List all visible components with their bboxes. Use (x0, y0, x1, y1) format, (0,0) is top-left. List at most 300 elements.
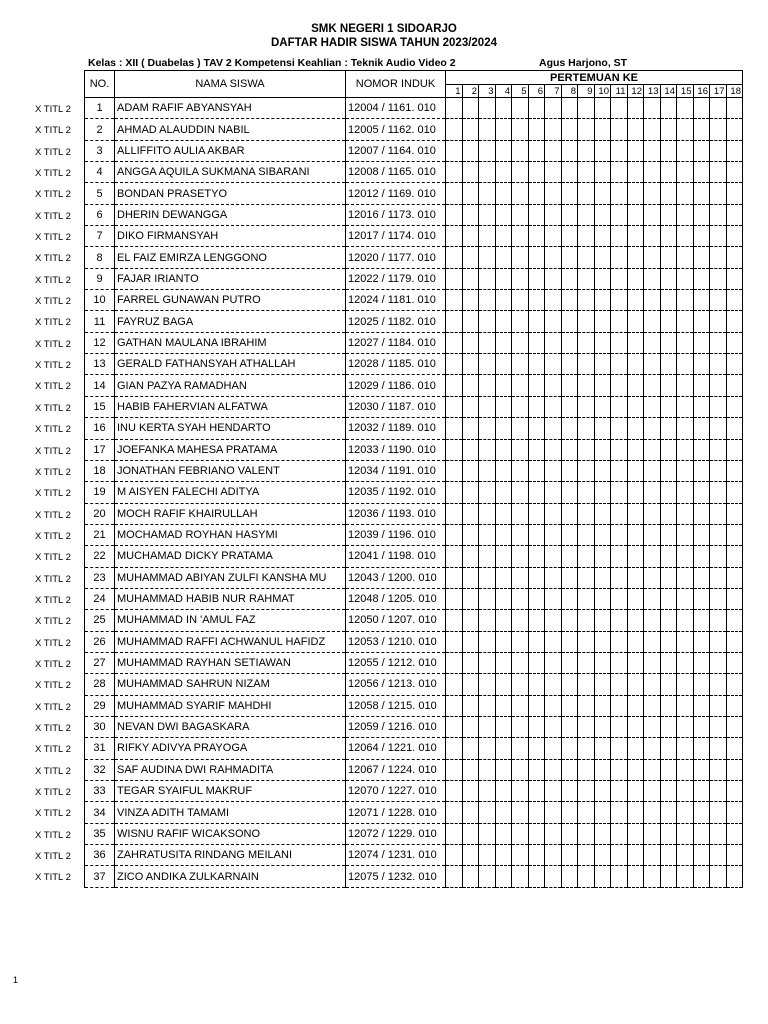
meeting-number: 10 (594, 85, 611, 98)
attendance-cell (677, 460, 694, 481)
student-number: 28 (85, 674, 115, 695)
attendance-cell (512, 823, 529, 844)
attendance-cell (660, 354, 677, 375)
attendance-cell (545, 503, 562, 524)
attendance-cell (495, 652, 512, 673)
attendance-cell (561, 418, 578, 439)
student-number: 36 (85, 845, 115, 866)
attendance-cell (578, 204, 595, 225)
attendance-cell (462, 98, 479, 119)
student-number: 2 (85, 119, 115, 140)
table-row (85, 524, 743, 545)
attendance-cell (660, 332, 677, 353)
attendance-cell (446, 204, 463, 225)
attendance-cell (627, 674, 644, 695)
attendance-cell (561, 396, 578, 417)
attendance-cell (545, 695, 562, 716)
attendance-cell (528, 759, 545, 780)
attendance-cell (446, 674, 463, 695)
attendance-cell (528, 546, 545, 567)
student-name: INU KERTA SYAH HENDARTO (115, 418, 346, 439)
attendance-cell (545, 546, 562, 567)
attendance-cell (479, 140, 496, 161)
attendance-cell (479, 311, 496, 332)
attendance-cell (446, 802, 463, 823)
attendance-cell (627, 631, 644, 652)
attendance-cell (693, 866, 710, 887)
attendance-cell (644, 119, 661, 140)
attendance-cell (594, 204, 611, 225)
attendance-cell (479, 375, 496, 396)
attendance-cell (545, 162, 562, 183)
attendance-cell (594, 674, 611, 695)
attendance-cell (512, 524, 529, 545)
table-row (85, 140, 743, 161)
attendance-cell (611, 652, 628, 673)
attendance-cell (528, 396, 545, 417)
attendance-cell (561, 98, 578, 119)
attendance-cell (512, 802, 529, 823)
attendance-cell (677, 162, 694, 183)
attendance-cell (495, 439, 512, 460)
table-row (85, 247, 743, 268)
attendance-cell (512, 546, 529, 567)
attendance-cell (462, 802, 479, 823)
attendance-cell (578, 354, 595, 375)
attendance-cell (594, 482, 611, 503)
attendance-cell (660, 418, 677, 439)
attendance-cell (479, 610, 496, 631)
table-row (85, 631, 743, 652)
row-class-labels (35, 99, 79, 889)
attendance-cell (726, 652, 743, 673)
attendance-cell (594, 546, 611, 567)
attendance-cell (446, 738, 463, 759)
attendance-cell (726, 738, 743, 759)
attendance-cell (495, 845, 512, 866)
attendance-cell (462, 247, 479, 268)
attendance-cell (677, 332, 694, 353)
attendance-cell (644, 588, 661, 609)
attendance-cell (611, 226, 628, 247)
attendance-cell (726, 759, 743, 780)
attendance-cell (726, 503, 743, 524)
attendance-cell (578, 503, 595, 524)
attendance-cell (462, 652, 479, 673)
student-number: 32 (85, 759, 115, 780)
attendance-cell (677, 439, 694, 460)
attendance-cell (693, 695, 710, 716)
attendance-cell (561, 695, 578, 716)
attendance-cell (644, 652, 661, 673)
attendance-cell (677, 418, 694, 439)
table-row (85, 439, 743, 460)
attendance-cell (611, 866, 628, 887)
attendance-cell (594, 140, 611, 161)
attendance-cell (710, 695, 727, 716)
attendance-cell (479, 482, 496, 503)
attendance-cell (611, 290, 628, 311)
attendance-cell (627, 311, 644, 332)
attendance-cell (512, 567, 529, 588)
attendance-cell (660, 140, 677, 161)
attendance-cell (611, 781, 628, 802)
attendance-cell (462, 546, 479, 567)
student-number: 12 (85, 332, 115, 353)
attendance-cell (594, 311, 611, 332)
attendance-cell (660, 439, 677, 460)
attendance-cell (644, 524, 661, 545)
attendance-cell (693, 716, 710, 737)
column-header-no: NO. (85, 71, 115, 98)
column-header-name: NAMA SISWA (115, 71, 346, 98)
attendance-cell (677, 567, 694, 588)
row-class-label: X TITL 2 (35, 296, 71, 308)
attendance-cell (545, 354, 562, 375)
attendance-cell (495, 98, 512, 119)
student-name: FAJAR IRIANTO (115, 268, 346, 289)
meeting-number: 1 (446, 85, 463, 98)
attendance-cell (677, 845, 694, 866)
attendance-cell (495, 695, 512, 716)
attendance-cell (479, 418, 496, 439)
attendance-cell (627, 546, 644, 567)
attendance-cell (726, 716, 743, 737)
attendance-cell (710, 226, 727, 247)
attendance-cell (693, 567, 710, 588)
attendance-cell (660, 546, 677, 567)
attendance-cell (578, 98, 595, 119)
attendance-cell (710, 354, 727, 375)
student-id-number: 12041 / 1198. 010 (346, 546, 446, 567)
attendance-cell (710, 162, 727, 183)
attendance-cell (479, 866, 496, 887)
attendance-cell (479, 781, 496, 802)
attendance-cell (446, 226, 463, 247)
attendance-cell (545, 823, 562, 844)
attendance-cell (512, 183, 529, 204)
attendance-cell (462, 610, 479, 631)
row-class-label: X TITL 2 (35, 104, 71, 115)
row-class-label: X TITL 2 (35, 317, 71, 329)
attendance-cell (611, 268, 628, 289)
attendance-cell (561, 460, 578, 481)
attendance-cell (528, 802, 545, 823)
attendance-cell (462, 204, 479, 225)
table-row (85, 204, 743, 225)
attendance-cell (660, 802, 677, 823)
attendance-cell (479, 674, 496, 695)
student-id-number: 12050 / 1207. 010 (346, 610, 446, 631)
attendance-cell (693, 140, 710, 161)
attendance-cell (660, 482, 677, 503)
table-row (85, 759, 743, 780)
row-class-label: X TITL 2 (35, 680, 71, 692)
attendance-cell (462, 588, 479, 609)
attendance-cell (561, 375, 578, 396)
attendance-cell (462, 674, 479, 695)
attendance-cell (677, 311, 694, 332)
attendance-cell (644, 332, 661, 353)
attendance-cell (578, 866, 595, 887)
attendance-cell (545, 183, 562, 204)
attendance-cell (627, 610, 644, 631)
attendance-cell (660, 375, 677, 396)
attendance-cell (611, 738, 628, 759)
attendance-cell (528, 162, 545, 183)
meeting-number: 7 (545, 85, 562, 98)
attendance-cell (677, 738, 694, 759)
attendance-cell (495, 311, 512, 332)
attendance-cell (594, 375, 611, 396)
student-name: JONATHAN FEBRIANO VALENT (115, 460, 346, 481)
table-row (85, 610, 743, 631)
attendance-cell (594, 183, 611, 204)
student-number: 6 (85, 204, 115, 225)
attendance-cell (644, 226, 661, 247)
attendance-cell (677, 695, 694, 716)
row-class-label: X TITL 2 (35, 360, 71, 372)
attendance-cell (545, 204, 562, 225)
student-id-number: 12043 / 1200. 010 (346, 567, 446, 588)
attendance-cell (693, 674, 710, 695)
attendance-cell (710, 183, 727, 204)
attendance-cell (693, 375, 710, 396)
attendance-cell (528, 567, 545, 588)
meeting-number: 6 (528, 85, 545, 98)
attendance-cell (578, 268, 595, 289)
attendance-cell (462, 183, 479, 204)
attendance-cell (644, 162, 661, 183)
attendance-cell (677, 375, 694, 396)
student-name: MUHAMMAD RAFFI ACHWANUL HAFIDZ (115, 631, 346, 652)
attendance-cell (446, 567, 463, 588)
attendance-cell (446, 418, 463, 439)
attendance-cell (627, 418, 644, 439)
student-name: MOCH RAFIF KHAIRULLAH (115, 503, 346, 524)
table-row (85, 460, 743, 481)
row-class-label: X TITL 2 (35, 189, 71, 201)
table-row (85, 802, 743, 823)
attendance-cell (677, 802, 694, 823)
attendance-cell (693, 226, 710, 247)
attendance-cell (528, 183, 545, 204)
attendance-cell (495, 781, 512, 802)
attendance-cell (693, 98, 710, 119)
attendance-cell (495, 418, 512, 439)
attendance-cell (462, 695, 479, 716)
attendance-cell (611, 802, 628, 823)
class-info: Kelas : XII ( Duabelas ) TAV 2 Kompetensi Keahlian : Teknik Audio Video 2 (88, 57, 456, 69)
attendance-cell (495, 332, 512, 353)
attendance-cell (611, 588, 628, 609)
attendance-cell (726, 226, 743, 247)
attendance-cell (561, 439, 578, 460)
attendance-cell (710, 610, 727, 631)
attendance-cell (561, 866, 578, 887)
student-number: 9 (85, 268, 115, 289)
attendance-cell (677, 503, 694, 524)
attendance-cell (594, 759, 611, 780)
attendance-cell (644, 311, 661, 332)
attendance-cell (495, 738, 512, 759)
attendance-cell (462, 140, 479, 161)
attendance-cell (545, 716, 562, 737)
attendance-cell (644, 482, 661, 503)
attendance-cell (495, 396, 512, 417)
attendance-cell (660, 226, 677, 247)
table-row (85, 418, 743, 439)
attendance-cell (693, 290, 710, 311)
attendance-cell (660, 588, 677, 609)
row-class-label: X TITL 2 (35, 744, 71, 756)
attendance-cell (512, 738, 529, 759)
attendance-cell (627, 588, 644, 609)
attendance-cell (677, 823, 694, 844)
document-title: DAFTAR HADIR SISWA TAHUN 2023/2024 (271, 37, 497, 49)
table-row (85, 354, 743, 375)
attendance-cell (693, 268, 710, 289)
attendance-cell (561, 268, 578, 289)
attendance-cell (462, 332, 479, 353)
attendance-cell (611, 375, 628, 396)
attendance-cell (561, 845, 578, 866)
attendance-cell (710, 546, 727, 567)
student-id-number: 12030 / 1187. 010 (346, 396, 446, 417)
meeting-number: 12 (627, 85, 644, 98)
attendance-cell (611, 567, 628, 588)
attendance-cell (726, 354, 743, 375)
student-number: 1 (85, 98, 115, 119)
attendance-cell (726, 866, 743, 887)
attendance-cell (627, 759, 644, 780)
student-name: GATHAN MAULANA IBRAHIM (115, 332, 346, 353)
attendance-cell (479, 716, 496, 737)
attendance-cell (512, 247, 529, 268)
attendance-cell (611, 610, 628, 631)
attendance-cell (644, 396, 661, 417)
attendance-cell (660, 98, 677, 119)
table-row (85, 98, 743, 119)
attendance-cell (627, 140, 644, 161)
table-row (85, 162, 743, 183)
attendance-cell (710, 802, 727, 823)
meeting-number: 15 (677, 85, 694, 98)
attendance-cell (644, 759, 661, 780)
attendance-cell (561, 311, 578, 332)
attendance-cell (446, 183, 463, 204)
attendance-cell (627, 781, 644, 802)
attendance-cell (479, 247, 496, 268)
attendance-cell (627, 290, 644, 311)
student-name: DIKO FIRMANSYAH (115, 226, 346, 247)
attendance-cell (726, 524, 743, 545)
attendance-cell (545, 802, 562, 823)
attendance-cell (594, 226, 611, 247)
table-row (85, 866, 743, 887)
row-class-label: X TITL 2 (35, 445, 71, 457)
row-class-label: X TITL 2 (35, 872, 71, 884)
student-id-number: 12004 / 1161. 010 (346, 98, 446, 119)
attendance-cell (594, 524, 611, 545)
attendance-cell (495, 866, 512, 887)
table-row (85, 396, 743, 417)
attendance-cell (512, 695, 529, 716)
student-name: DHERIN DEWANGGA (115, 204, 346, 225)
table-row (85, 567, 743, 588)
student-number: 17 (85, 439, 115, 460)
attendance-cell (710, 588, 727, 609)
attendance-cell (462, 482, 479, 503)
student-number: 20 (85, 503, 115, 524)
student-name: BONDAN PRASETYO (115, 183, 346, 204)
attendance-cell (693, 119, 710, 140)
attendance-cell (528, 418, 545, 439)
student-id-number: 12020 / 1177. 010 (346, 247, 446, 268)
attendance-cell (578, 162, 595, 183)
attendance-cell (710, 716, 727, 737)
attendance-cell (594, 631, 611, 652)
row-class-label: X TITL 2 (35, 168, 71, 180)
attendance-cell (462, 375, 479, 396)
attendance-cell (495, 247, 512, 268)
row-class-label: X TITL 2 (35, 701, 71, 713)
attendance-cell (495, 524, 512, 545)
attendance-cell (693, 482, 710, 503)
attendance-cell (594, 567, 611, 588)
attendance-cell (693, 162, 710, 183)
attendance-cell (710, 460, 727, 481)
attendance-cell (495, 119, 512, 140)
row-class-label: X TITL 2 (35, 274, 71, 286)
attendance-cell (545, 439, 562, 460)
attendance-cell (578, 716, 595, 737)
attendance-cell (561, 802, 578, 823)
student-rows (85, 98, 743, 888)
attendance-cell (660, 183, 677, 204)
attendance-cell (627, 332, 644, 353)
student-name: HABIB FAHERVIAN ALFATWA (115, 396, 346, 417)
attendance-cell (479, 524, 496, 545)
attendance-cell (528, 845, 545, 866)
attendance-cell (512, 375, 529, 396)
row-class-label: X TITL 2 (35, 552, 71, 564)
attendance-cell (479, 503, 496, 524)
attendance-cell (627, 524, 644, 545)
attendance-cell (561, 503, 578, 524)
student-number: 7 (85, 226, 115, 247)
row-class-label: X TITL 2 (35, 381, 71, 393)
student-number: 5 (85, 183, 115, 204)
student-number: 14 (85, 375, 115, 396)
attendance-cell (512, 610, 529, 631)
attendance-cell (495, 759, 512, 780)
attendance-cell (726, 610, 743, 631)
student-name: TEGAR SYAIFUL MAKRUF (115, 781, 346, 802)
student-name: MUHAMMAD ABIYAN ZULFI KANSHA MU (115, 567, 346, 588)
attendance-cell (495, 290, 512, 311)
attendance-cell (594, 823, 611, 844)
attendance-cell (677, 759, 694, 780)
attendance-cell (545, 375, 562, 396)
attendance-cell (545, 226, 562, 247)
attendance-cell (726, 674, 743, 695)
row-class-label: X TITL 2 (35, 509, 71, 521)
attendance-cell (644, 695, 661, 716)
table-row (85, 674, 743, 695)
table-row (85, 332, 743, 353)
attendance-cell (578, 482, 595, 503)
